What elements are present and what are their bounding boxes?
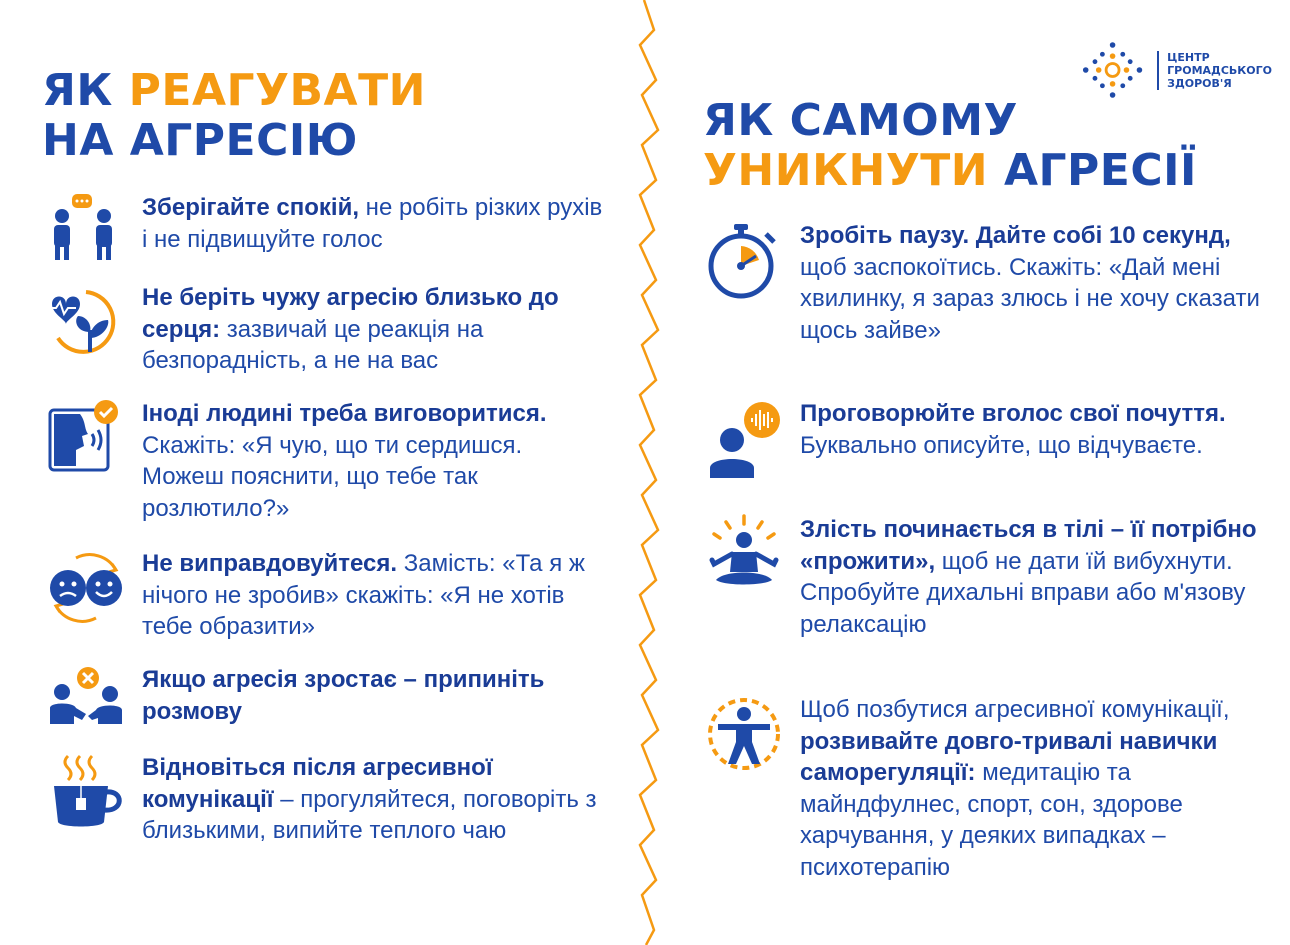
right-item-1 [704,220,1264,346]
person-speech-icon [704,398,784,478]
left-item-4 [46,548,606,643]
sad-happy-faces-icon [46,548,126,628]
logo [1082,40,1272,100]
zigzag-divider [630,0,670,945]
heart-plant-icon [46,282,126,362]
right-item-2 [704,398,1264,478]
left-item-2 [46,282,606,377]
left-item-1-text: Зберігайте спокій, не робіть різких рухів і не підвищуйте голос [142,194,603,253]
speaking-profile-icon [46,398,126,478]
left-item-3-text: Іноді людині треба виговоритися. Скажіть: «Я чую, що ти сердишся. Можеш пояснити, що тебе так розлютило?» [142,400,547,522]
right-item-4 [704,694,1264,883]
logo-dots-icon [1082,39,1143,101]
left-item-1 [46,192,606,272]
left-item-5 [46,664,606,744]
person-circle-icon [704,694,784,774]
logo-line3: ЗДОРОВ'Я [1167,76,1232,90]
right-item-1-text: Зробіть паузу. Дайте собі 10 секунд, щоб заспокоїтись. Скажіть: «Дай мені хвилинку, я зараз злюсь і не хочу сказати щось зайве» [800,222,1260,344]
tea-cup-icon [46,752,126,832]
left-item-3 [46,398,606,524]
meditating-person-icon [704,514,784,594]
left-title: ЯК РЕАГУВАТИ НА АГРЕСІЮ [42,65,426,166]
left-item-5-text: Якщо агресія зростає – припиніть розмову [142,666,545,725]
left-item-6-text: Відновіться після агресивної комунікації – прогуляйтеся, поговоріть з близькими, випийте теплого чаю [142,754,597,844]
right-item-4-text: Щоб позбутися агресивної комунікації, розвивайте довго-тривалі навички саморегуляції: медитацію та майндфулнес, спорт, сон, здорове харчування, у деяких випадках – психотерапію [800,696,1230,881]
stop-conversation-icon [46,664,126,744]
right-item-3 [704,514,1264,640]
stopwatch-icon [704,220,784,300]
left-item-4-text: Не виправдовуйтеся. Замість: «Та я ж нічого не зробив» скажіть: «Я не хотів тебе образити» [142,550,585,640]
logo-line1: ЦЕНТР [1167,50,1210,64]
left-item-6 [46,752,606,847]
right-item-2-text: Проговорюйте вголос свої почуття. Буквально описуйте, що відчуваєте. [800,400,1226,459]
right-item-3-text: Злість починається в тілі – її потрібно «прожити», щоб не дати їй вибухнути. Спробуйте дихальні вправи або м'язову релаксацію [800,516,1257,638]
logo-line2: ГРОМАДСЬКОГО [1167,63,1272,77]
left-item-2-text: Не беріть чужу агресію близько до серця: зазвичай це реакція на безпорадність, а не на вас [142,284,559,374]
right-title: ЯК САМОМУ УНИКНУТИ АГРЕСІЇ [703,95,1197,196]
two-people-talking-icon [46,192,126,272]
